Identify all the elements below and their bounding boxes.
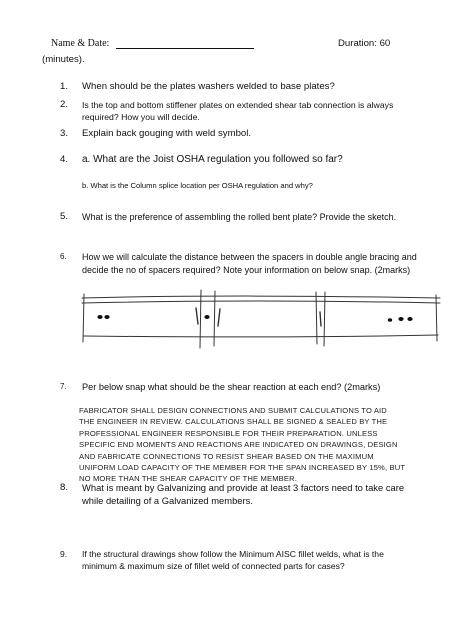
bolt-hole (97, 315, 102, 319)
question-number: 3. (60, 128, 69, 139)
question-5 (42, 211, 442, 225)
note-line: PROFESSIONAL ENGINEER RESPONSIBLE FOR THEIR PREPARATION. UNLESS (79, 428, 378, 438)
question-text: If the structural drawings show follow the Minimum AISC fillet welds, what is the (82, 549, 384, 559)
question-number: 6. (60, 252, 67, 261)
sketch-top-inner (82, 301, 440, 303)
question-number: 8. (60, 482, 69, 493)
question-text: a. What are the Joist OSHA regulation you followed so far? (82, 154, 343, 165)
question-text: Explain back gouging with weld symbol. (82, 128, 252, 139)
sketch-spacer-1b (214, 291, 215, 346)
question-text: Is the top and bottom stiffener plates on extended shear tab connection is always (82, 100, 394, 110)
note-line: SPECIFIC END MOMENTS AND REACTIONS ARE INDICATED ON DRAWINGS, DESIGN (79, 440, 398, 450)
question-4a (42, 154, 442, 168)
bolt-hole (398, 317, 403, 321)
note-line: AND FABRICATE CONNECTIONS TO RESIST SHEAR BASED ON THE MAXIMUM (79, 451, 374, 461)
question-number: 4. (60, 154, 69, 165)
question-9 (42, 548, 442, 576)
sketch-right-end (436, 295, 437, 341)
fabricator-note (79, 405, 443, 485)
note-line: NO MORE THAN THE SHEAR CAPACITY OF THE MEMBER. (79, 474, 298, 484)
question-text: When should be the plates washers welded to base plates? (82, 81, 335, 92)
question-number: 1. (60, 81, 69, 92)
question-number: 2. (60, 99, 69, 110)
bolt-hole (388, 318, 392, 322)
note-line: THE ENGINEER IN REVIEW. CALCULATIONS SHALL BE SIGNED & SEALED BY THE (79, 417, 388, 427)
question-1 (42, 81, 442, 95)
question-text: What is the preference of assembling the rolled bent plate? Provide the sketch. (82, 212, 397, 222)
question-text: Per below snap what should be the shear reaction at each end? (2marks) (82, 382, 381, 392)
sketch-spacer-2b (324, 292, 325, 346)
question-text: b. What is the Column splice location per OSHA regulation and why? (82, 181, 313, 190)
sketch-bottom-edge (84, 335, 438, 337)
sketch-top-edge (82, 296, 440, 298)
question-text: while detailing of a Galvanized members. (82, 495, 253, 506)
question-8 (42, 482, 442, 510)
name-date-label: Name & Date: (51, 38, 110, 49)
name-date-line[interactable] (116, 48, 254, 49)
minutes-label: (minutes). (42, 54, 85, 65)
bolt-hole (104, 315, 109, 319)
question-text: minimum & maximum size of fillet weld of connected parts for cases? (82, 561, 345, 571)
question-4b (42, 180, 442, 194)
question-6 (42, 251, 442, 279)
question-number: 7. (60, 382, 67, 391)
question-number: 5. (60, 211, 69, 222)
duration-label: Duration: 60 (338, 38, 391, 49)
question-text: How we will calculate the distance between the spacers in double angle bracing and (82, 252, 417, 262)
question-3 (42, 128, 442, 142)
question-text: required? How you will decide. (82, 112, 200, 122)
bracing-sketch (80, 286, 444, 350)
question-text: What is meant by Galvanizing and provide at least 3 factors need to take care (82, 482, 405, 493)
question-2 (42, 99, 442, 127)
question-7 (42, 381, 442, 395)
note-line: FABRICATOR SHALL DESIGN CONNECTIONS AND SUBMIT CALCULATIONS TO AID (79, 406, 387, 415)
question-number: 9. (60, 549, 68, 559)
sketch-left-end (83, 294, 84, 342)
question-text: decide the no of spacers required? Note your information on below snap. (2marks) (82, 265, 411, 275)
sketch-spacer-1 (200, 290, 201, 348)
note-line: UNIFORM LOAD CAPACITY OF THE MEMBER FOR THE SPAN INCREASED BY 15%, BUT (79, 463, 406, 473)
bolt-hole (204, 315, 209, 319)
bolt-hole (407, 317, 412, 321)
